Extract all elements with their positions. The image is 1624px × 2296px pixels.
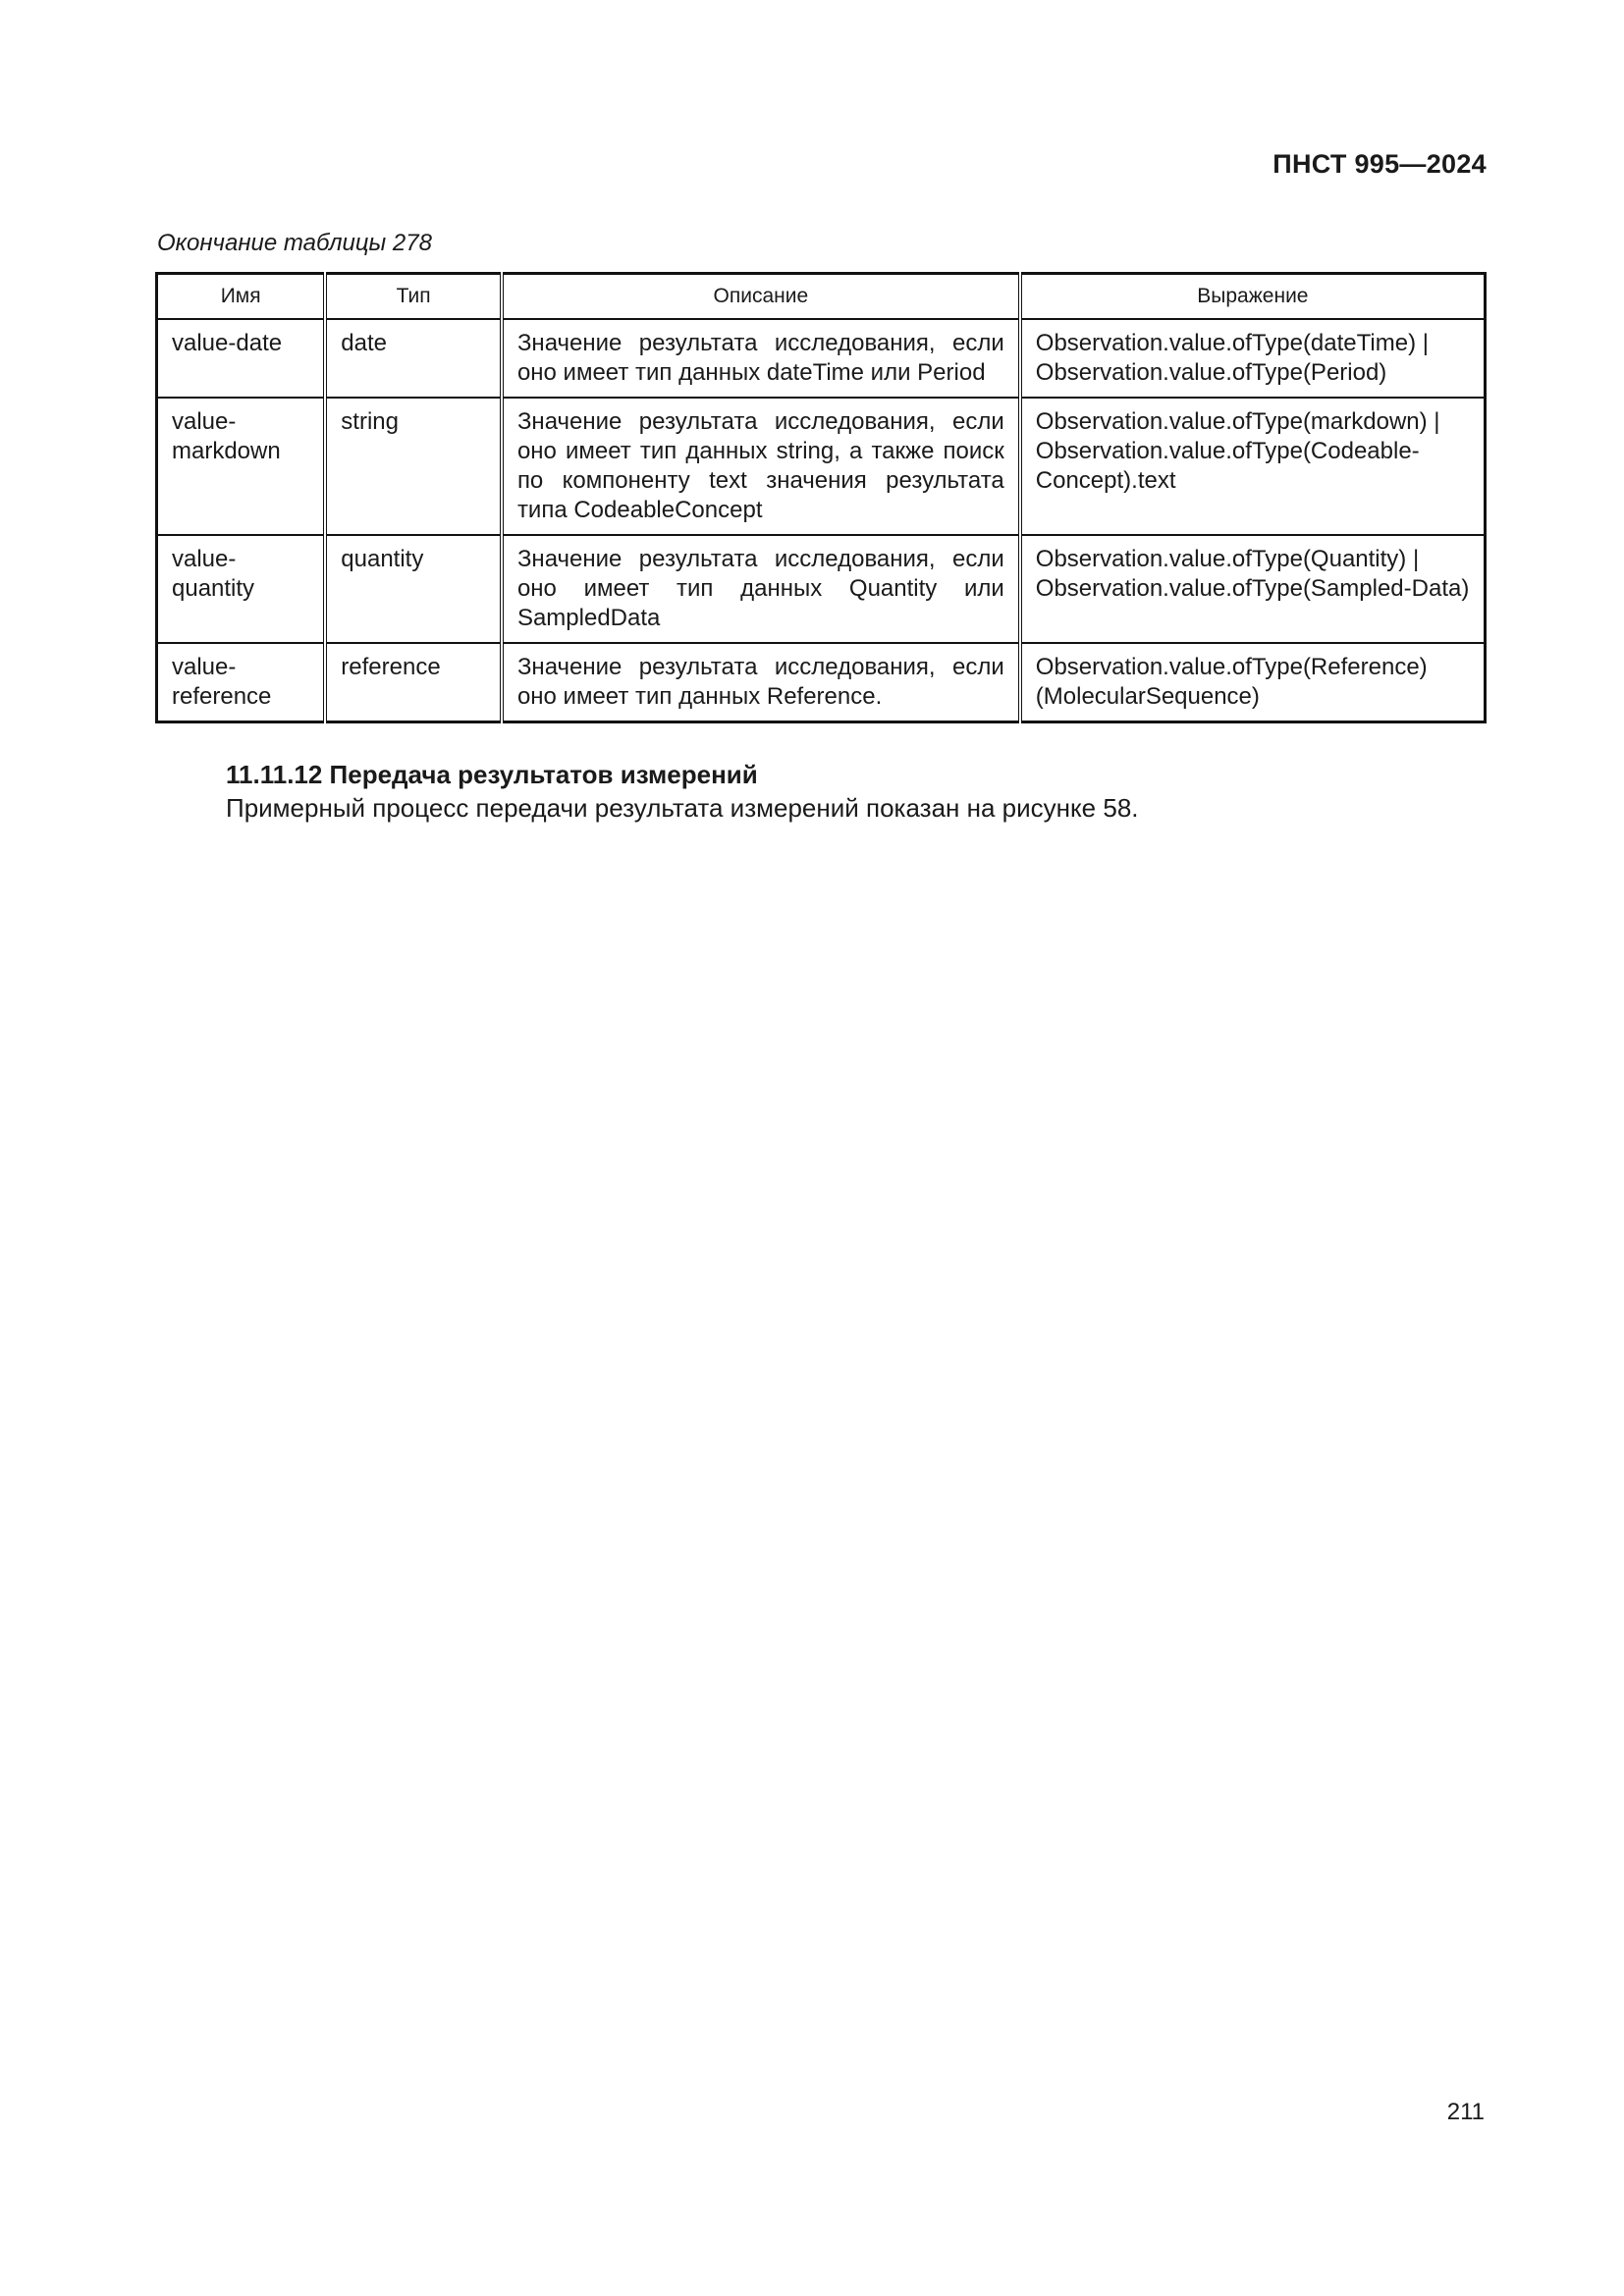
section-heading: 11.11.12 Передача результатов измерений bbox=[226, 760, 758, 789]
cell-type: string bbox=[325, 398, 502, 535]
search-parameters-table bbox=[155, 272, 1487, 723]
cell-name: value-date bbox=[157, 319, 326, 398]
cell-description: Значение результата исследования, если оно имеет тип данных dateTime или Period bbox=[502, 319, 1020, 398]
cell-name: value-quantity bbox=[157, 535, 326, 643]
cell-type: date bbox=[325, 319, 502, 398]
cell-description: Значение результата исследования, если оно имеет тип данных Reference. bbox=[502, 643, 1020, 722]
column-header-expression: Выражение bbox=[1020, 274, 1486, 320]
cell-name: value-reference bbox=[157, 643, 326, 722]
page-number: 211 bbox=[1446, 2099, 1485, 2125]
cell-expression: Observation.value.ofType(Quantity) | Observation.value.ofType(Sampled-Data) bbox=[1020, 535, 1486, 643]
section-paragraph: Примерный процесс передачи результата измерений показан на рисунке 58. bbox=[226, 793, 1139, 823]
cell-expression: Observation.value.ofType(Reference) (MolecularSequence) bbox=[1020, 643, 1486, 722]
column-header-description: Описание bbox=[502, 274, 1020, 320]
document-id: ПНСТ 995—2024 bbox=[1272, 149, 1487, 179]
table-row bbox=[157, 398, 1486, 535]
cell-description: Значение результата исследования, если оно имеет тип данных Quantity или SampledData bbox=[502, 535, 1020, 643]
cell-type: reference bbox=[325, 643, 502, 722]
cell-expression: Observation.value.ofType(markdown) | Observation.value.ofType(Codeable-Concept).text bbox=[1020, 398, 1486, 535]
cell-type: quantity bbox=[325, 535, 502, 643]
table-row bbox=[157, 319, 1486, 398]
table-header-row bbox=[157, 274, 1486, 320]
table-caption: Окончание таблицы 278 bbox=[157, 230, 432, 256]
cell-description: Значение результата исследования, если оно имеет тип данных string, а также поиск по компоненту text значения результата типа CodeableConcept bbox=[502, 398, 1020, 535]
table-row bbox=[157, 535, 1486, 643]
cell-expression: Observation.value.ofType(dateTime) | Observation.value.ofType(Period) bbox=[1020, 319, 1486, 398]
column-header-name: Имя bbox=[157, 274, 326, 320]
column-header-type: Тип bbox=[325, 274, 502, 320]
cell-name: value-markdown bbox=[157, 398, 326, 535]
table-row bbox=[157, 643, 1486, 722]
